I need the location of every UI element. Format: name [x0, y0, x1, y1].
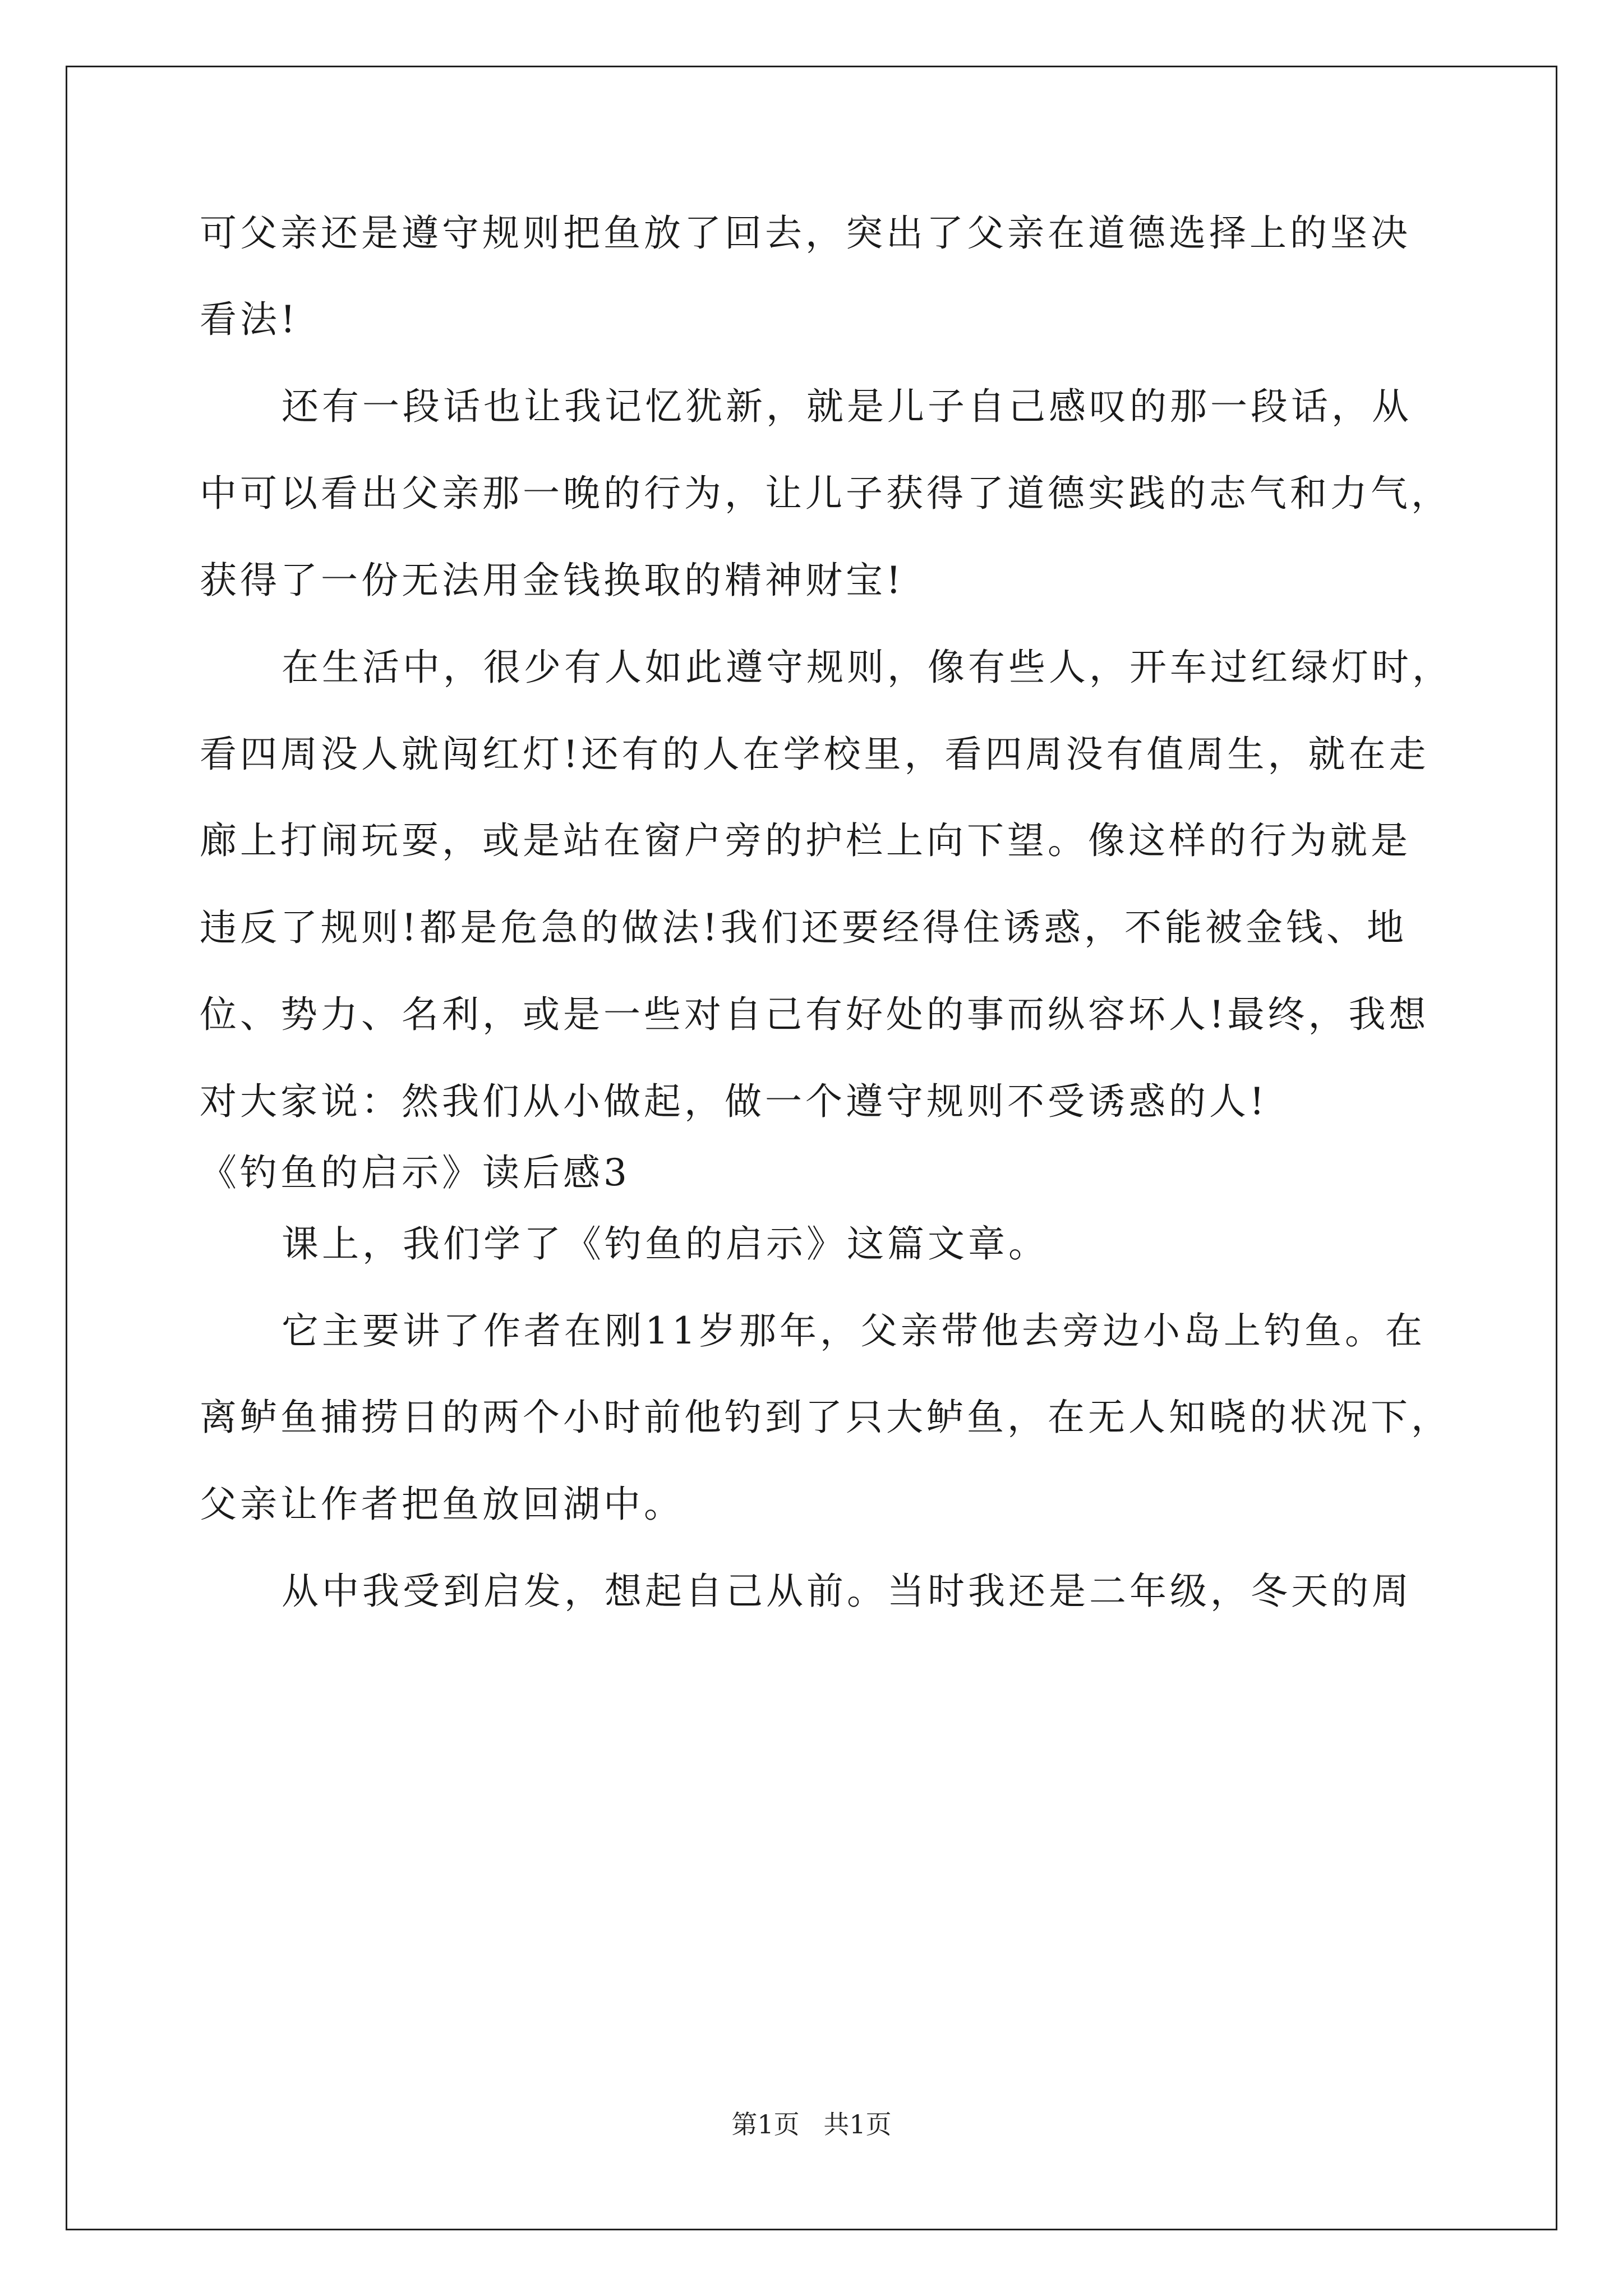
text-line: 还有一段话也让我记忆犹新，就是儿子自己感叹的那一段话，从	[282, 385, 1412, 428]
page-number-current: 第1页	[731, 2109, 800, 2139]
text-line: 父亲让作者把鱼放回湖中。	[200, 1483, 684, 1526]
text-line: 从中我受到启发，想起自己从前。当时我还是二年级，冬天的周	[282, 1570, 1412, 1613]
text-line: 对大家说：然我们从小做起，做一个遵守规则不受诱惑的人!	[200, 1080, 1268, 1123]
text-line: 违反了规则!都是危急的做法!我们还要经得住诱惑，不能被金钱、地	[200, 906, 1408, 949]
text-line: 课上，我们学了《钓鱼的启示》这篇文章。	[282, 1222, 1049, 1266]
text-line: 中可以看出父亲那一晚的行为，让儿子获得了道德实践的志气和力气，	[200, 472, 1451, 515]
text-line: 获得了一份无法用金钱换取的精神财宝!	[200, 559, 905, 602]
document-body	[200, 211, 1453, 1613]
page-footer	[0, 2110, 1623, 2138]
text-line: 可父亲还是遵守规则把鱼放了回去，突出了父亲在道德选择上的坚决	[200, 211, 1411, 255]
text-line: 廊上打闹玩耍，或是站在窗户旁的护栏上向下望。像这样的行为就是	[200, 819, 1411, 862]
text-line: 看法!	[200, 298, 299, 341]
text-line: 看四周没人就闯红灯!还有的人在学校里，看四周没有值周生，就在走	[200, 733, 1430, 776]
text-line: 它主要讲了作者在刚11岁那年，父亲带他去旁边小岛上钓鱼。在	[282, 1309, 1426, 1352]
page-number-total: 共1页	[823, 2109, 892, 2139]
text-line: 在生活中，很少有人如此遵守规则，像有些人，开车过红绿灯时，	[282, 646, 1453, 689]
section-heading: 《钓鱼的启示》读后感3	[200, 1151, 630, 1194]
text-line: 离鲈鱼捕捞日的两个小时前他钓到了只大鲈鱼，在无人知晓的状况下，	[200, 1396, 1451, 1439]
text-line: 位、势力、名利，或是一些对自己有好处的事而纵容坏人!最终，我想	[200, 993, 1430, 1036]
